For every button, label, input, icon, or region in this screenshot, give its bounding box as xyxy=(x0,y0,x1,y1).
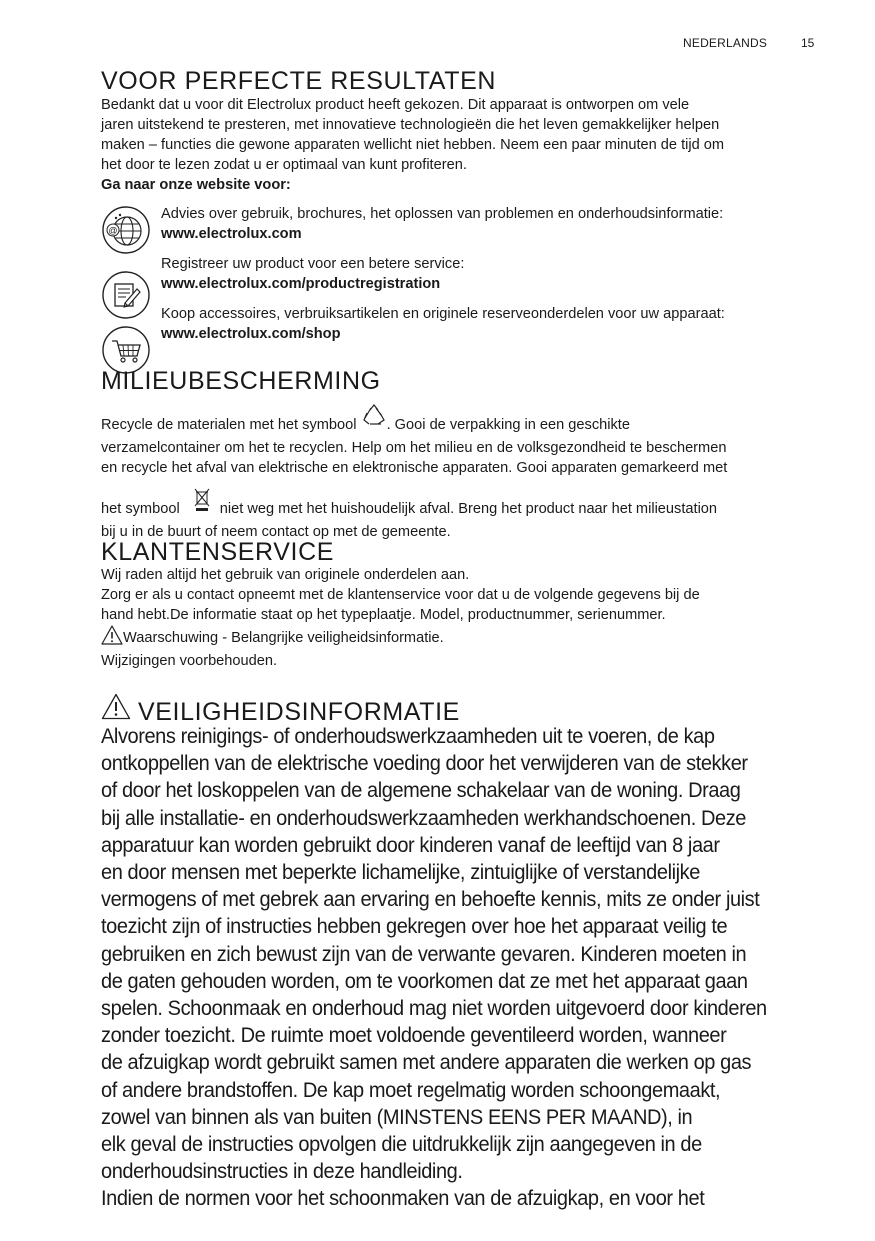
intro-line: het door te lezen zodat u er optimaal van kunt profiteren. xyxy=(101,157,467,173)
registration-icon xyxy=(101,270,151,320)
env-line1-pre: Recycle de materialen met het symbool xyxy=(101,417,357,433)
results-title: VOOR PERFECTE RESULTATEN xyxy=(101,67,497,95)
recycle-icon xyxy=(361,404,387,438)
site-desc: Advies over gebruik, brochures, het oplossen van problemen en onderhoudsinformatie: xyxy=(161,206,724,222)
service-line: Wij raden altijd het gebruik van originele onderdelen aan. xyxy=(101,567,470,583)
safety-line: zowel van binnen als van buiten (MINSTENS EENS PER MAAND), in xyxy=(101,1104,693,1129)
service-text xyxy=(101,565,821,671)
safety-text xyxy=(101,723,789,1213)
safety-line: Alvorens reinigings- of onderhoudswerkzaamheden uit te voeren, de kap xyxy=(101,724,715,748)
globe-icon xyxy=(101,205,151,255)
site-entry-registration xyxy=(161,254,821,294)
safety-line: apparatuur kan worden gebruikt door kinderen vanaf de leeftijd van 8 jaar xyxy=(101,832,720,857)
env-line1-post: . Gooi de verpakking in een geschikte xyxy=(386,417,630,433)
environment-text xyxy=(101,404,821,542)
site-entry-shop xyxy=(161,304,821,344)
env-line4-post: niet weg met het huishoudelijk afval. Breng het product naar het milieustation xyxy=(219,501,718,517)
weee-bin-icon xyxy=(194,488,210,522)
safety-line: ontkoppellen van de elektrische voeding door het verwijderen van de stekker xyxy=(101,751,748,776)
service-line: Zorg er als u contact opneemt met de klantenservice voor dat u de volgende gegevens bij de xyxy=(101,587,700,603)
safety-line: de gaten gehouden worden, om te voorkomen dat ze met het apparaat gaan xyxy=(101,968,748,993)
safety-line: vermogens of met gebrek aan ervaring en behoefte kennis, mits ze onder juist xyxy=(101,887,760,912)
safety-title: VEILIGHEIDSINFORMATIE xyxy=(138,698,460,726)
environment-title: MILIEUBESCHERMING xyxy=(101,367,381,395)
site-desc: Koop accessoires, verbruiksartikelen en originele reserveonderdelen voor uw apparaat: xyxy=(161,306,725,322)
env-line4-pre: het symbool xyxy=(101,501,180,517)
intro-line: jaren uitstekend te presteren, met innovatieve technologieën die het leven gemakkelijker helpen xyxy=(101,117,720,133)
changes-note: Wijzigingen voorbehouden. xyxy=(101,653,278,669)
page-number: 15 xyxy=(801,36,815,50)
header-language: NEDERLANDS xyxy=(683,36,768,50)
safety-line: spelen. Schoonmaak en onderhoud mag niet worden uitgevoerd door kinderen xyxy=(101,996,767,1021)
site-url-support[interactable]: www.electrolux.com xyxy=(161,226,302,242)
service-line: hand hebt.De informatie staat op het typeplaatje. Model, productnummer, serienummer. xyxy=(101,607,666,623)
intro-line: maken – functies die gewone apparaten wellicht niet hebben. Neem een paar minuten de tijd om xyxy=(101,137,725,153)
warning-icon xyxy=(101,625,123,651)
intro-line: Bedankt dat u voor dit Electrolux product heeft gekozen. Dit apparaat is ontworpen om vele xyxy=(101,97,690,113)
warning-icon xyxy=(101,693,131,725)
safety-line: gebruiken en zich bewust zijn van de verwante gevaren. Kinderen moeten in xyxy=(101,941,747,966)
results-intro xyxy=(101,95,821,195)
svg-text:@: @ xyxy=(108,225,118,236)
warning-text: Waarschuwing - Belangrijke veiligheidsinformatie. xyxy=(123,630,444,646)
service-title: KLANTENSERVICE xyxy=(101,538,335,566)
website-lead: Ga naar onze website voor: xyxy=(101,177,291,193)
site-entry-support xyxy=(161,204,821,244)
safety-line: of andere brandstoffen. De kap moet regelmatig worden schoongemaakt, xyxy=(101,1077,721,1102)
safety-line: elk geval de instructies opvolgen die uitdrukkelijk zijn aangegeven in de xyxy=(101,1132,702,1157)
safety-line: en door mensen met beperkte lichamelijke, zintuiglijke of verstandelijke xyxy=(101,860,700,885)
env-line: verzamelcontainer om het te recyclen. Help om het milieu en de volksgezondheid te beschermen xyxy=(101,440,727,456)
safety-line: bij alle installatie- en onderhoudswerkzaamheden werkhandschoenen. Deze xyxy=(101,805,746,830)
safety-line: zonder toezicht. De ruimte moet voldoende geventileerd worden, wanneer xyxy=(101,1023,727,1048)
safety-line: Indien de normen voor het schoonmaken van de afzuigkap, en voor het xyxy=(101,1186,705,1211)
safety-heading xyxy=(101,693,460,725)
site-url-shop[interactable]: www.electrolux.com/shop xyxy=(161,326,341,342)
safety-line: onderhoudsinstructies in deze handleiding. xyxy=(101,1159,463,1184)
env-line: bij u in de buurt of neem contact op met de gemeente. xyxy=(101,524,451,540)
site-desc: Registreer uw product voor een betere service: xyxy=(161,256,465,272)
safety-line: of door het loskoppelen van de algemene schakelaar van de woning. Draag xyxy=(101,778,741,803)
safety-line: de afzuigkap wordt gebruikt samen met andere apparaten die werken op gas xyxy=(101,1050,752,1075)
site-url-registration[interactable]: www.electrolux.com/productregistration xyxy=(161,276,441,292)
safety-line: toezicht zijn of instructies hebben gekregen over hoe het apparaat veilig te xyxy=(101,914,728,939)
env-line: en recycle het afval van elektrische en elektronische apparaten. Gooi apparaten gemarkeerd met xyxy=(101,460,728,476)
